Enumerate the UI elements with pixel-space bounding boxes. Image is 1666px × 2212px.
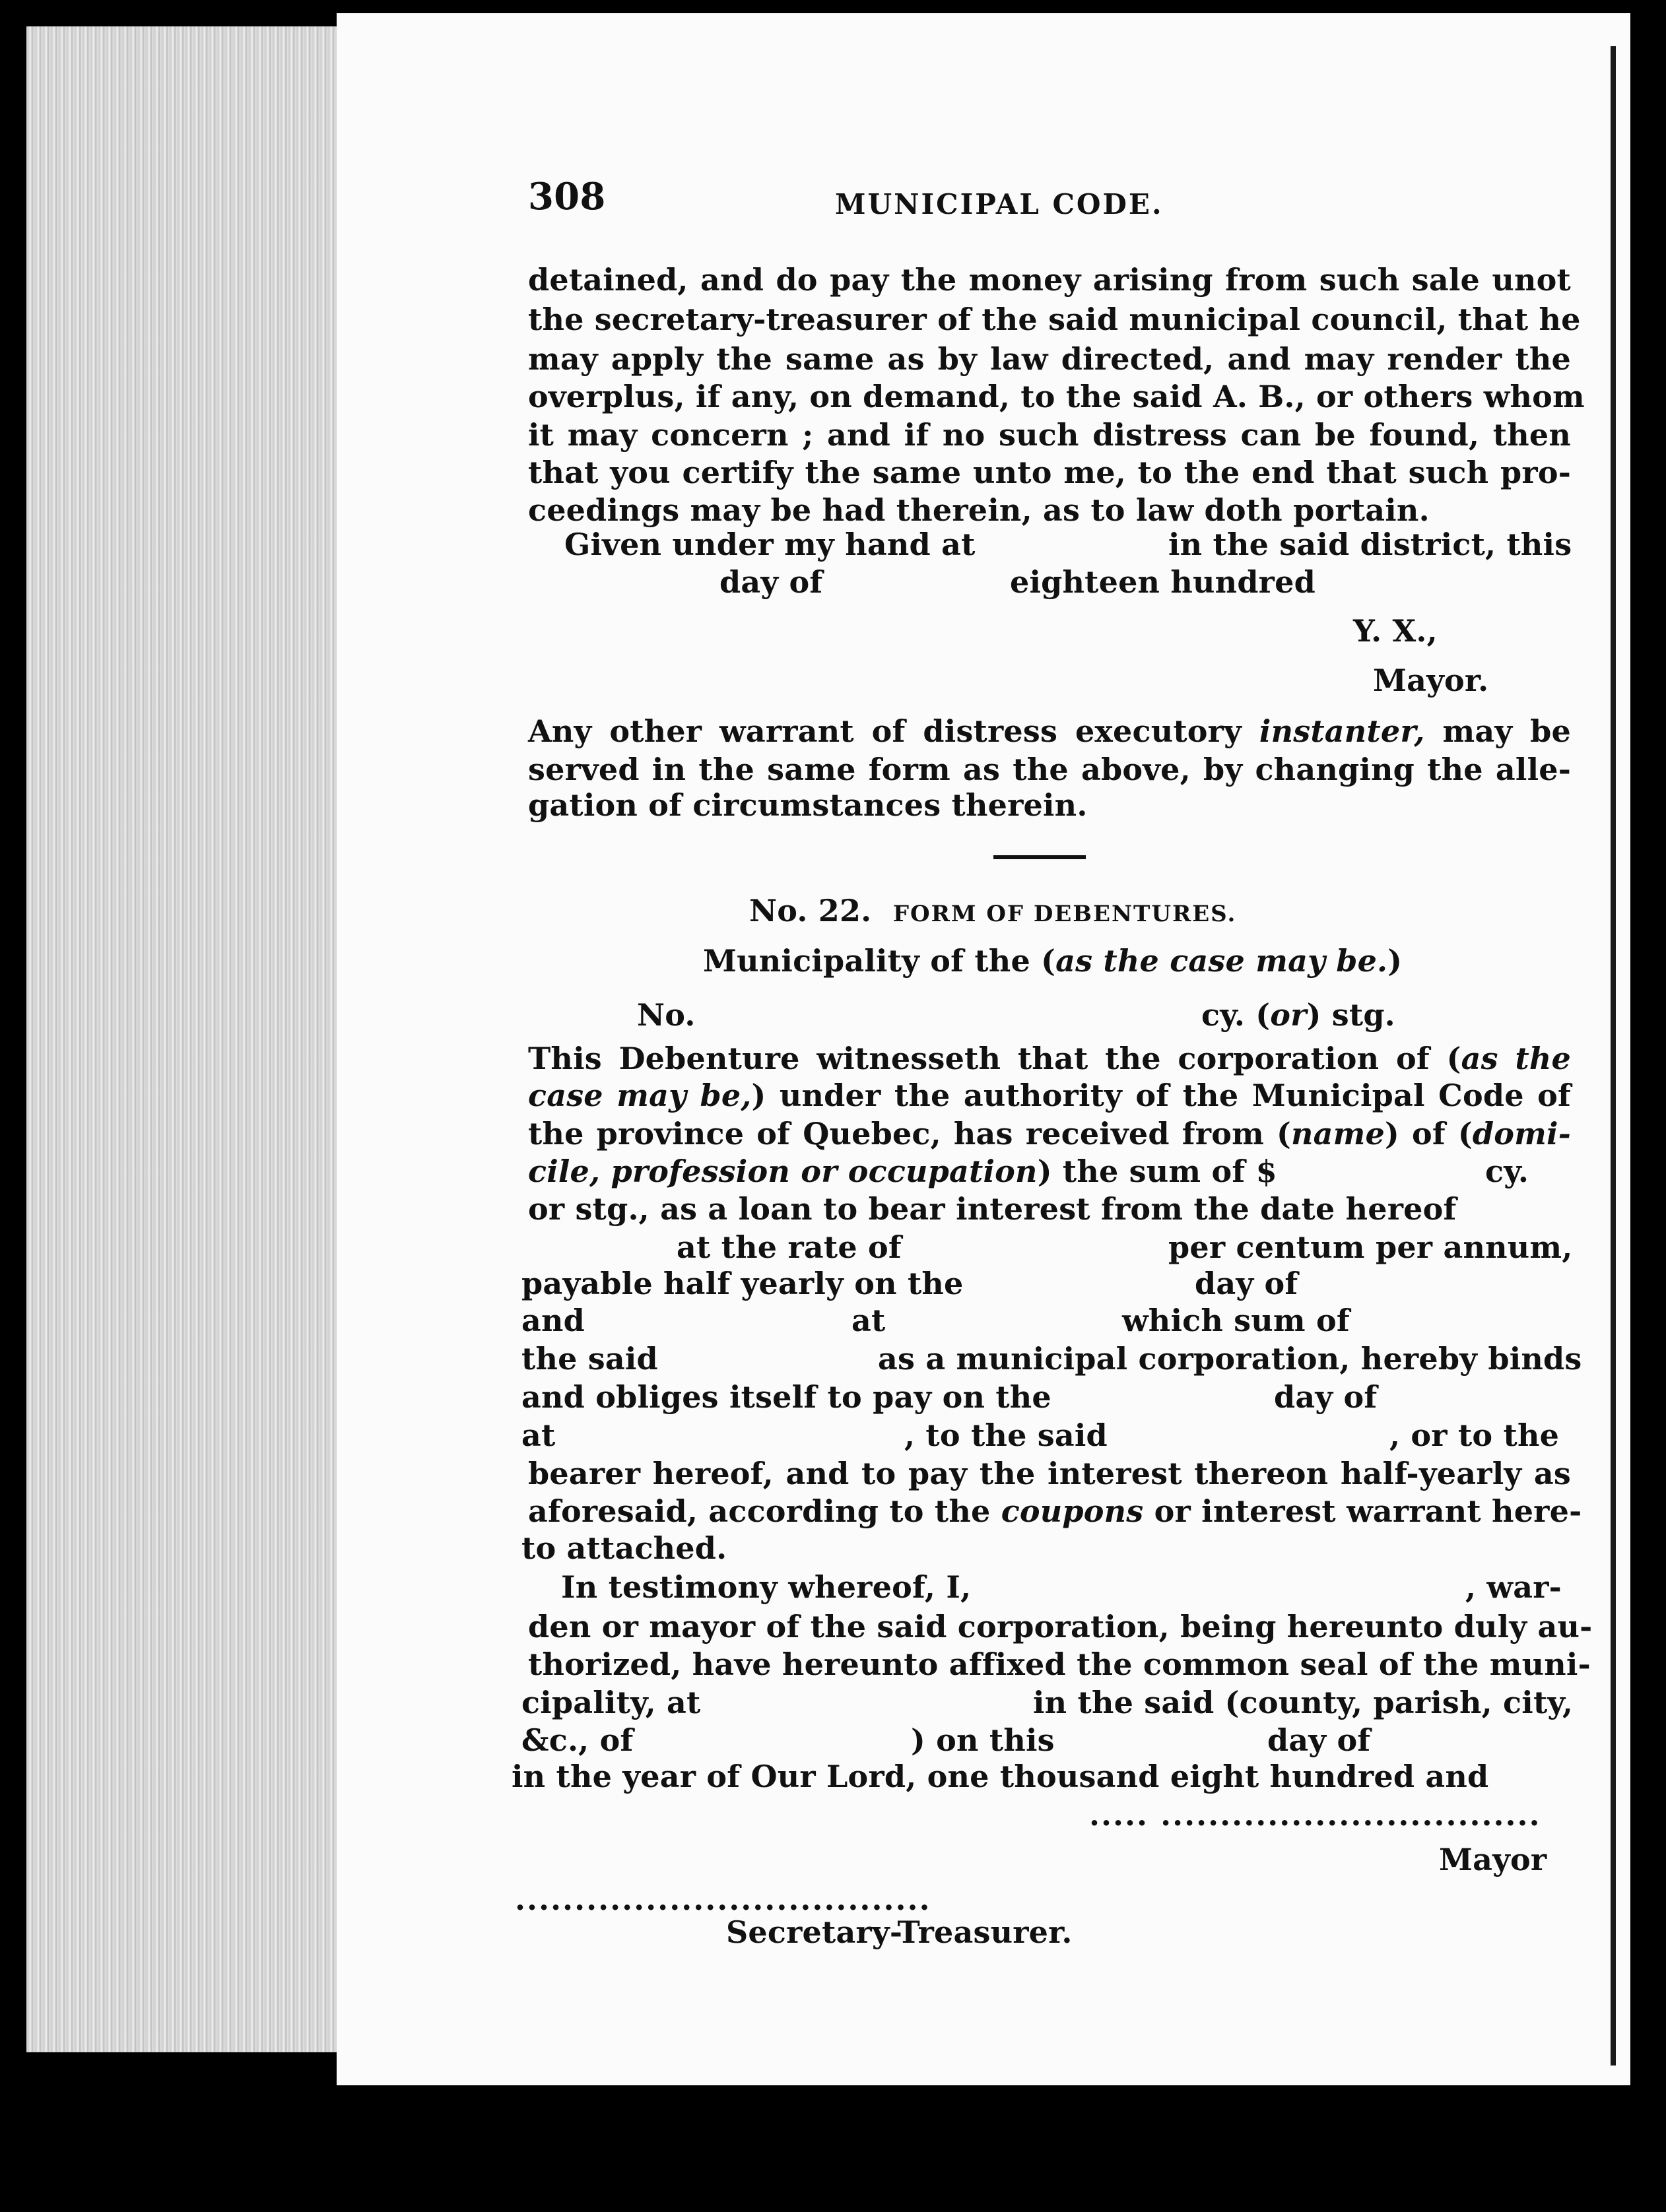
signer-name: Y. X., [1353,613,1438,649]
text-line: the secretary-treasurer of the said municipal council, that he [528,302,1581,337]
text-line: and obliges itself to pay on the [521,1379,1051,1415]
signature-label-secretary: Secretary-Treasurer. [726,1914,1073,1950]
signature-line-mayor: ..... ................................ [1089,1797,1541,1833]
text-line: No. [637,997,696,1033]
text-line: it may concern ; and if no such distress can be found, then [528,417,1571,453]
text-line: cy. [1485,1154,1529,1189]
text-line: detained, and do pay the money arising from such sale unot [528,262,1571,298]
text-line: per centum per annum, [1168,1229,1573,1265]
text-line: may apply the same as by law directed, and may render the [528,341,1571,377]
text-line: and [521,1303,585,1338]
section-rule [993,855,1086,859]
text-line: in the year of Our Lord, one thousand eight hundred and [512,1759,1489,1794]
scan-border-bottom [0,2085,1666,2212]
text-line: to attached. [521,1530,727,1566]
signature-label-mayor: Mayor [1439,1842,1547,1877]
text-line: den or mayor of the said corporation, being hereunto duly au- [528,1609,1593,1644]
text-line: thorized, have hereunto affixed the common seal of the muni- [528,1646,1591,1682]
running-head: MUNICIPAL CODE. [835,188,1164,220]
page-gutter-line [1611,46,1616,2066]
text-line: , to the said [904,1417,1108,1453]
text-line: or stg., as a loan to bear interest from the date hereof [528,1191,1457,1227]
form-heading: No. 22. FORM OF DEBENTURES. [749,893,1237,928]
text-line: served in the same form as the above, by changing the alle- [528,752,1571,787]
text-line: which sum of [1122,1303,1350,1338]
text-line: eighteen hundred [1010,564,1316,600]
text-line: ) on this [911,1722,1055,1758]
text-line: Given under my hand at [564,527,976,562]
page-number: 308 [528,175,606,218]
text-line: day of [1195,1266,1298,1301]
text-line: &c., of [521,1722,634,1758]
text-line: at the rate of [677,1229,902,1265]
text-line: cy. (or) stg. [1201,997,1395,1033]
signature-line-secretary: ................................... [515,1881,931,1917]
text-line: ceedings may be had therein, as to law doth portain. [528,492,1430,528]
text-line: day of [1274,1379,1378,1415]
text-line: day of [719,564,823,600]
text-line: gation of circumstances therein. [528,787,1088,823]
text-line: cipality, at [521,1685,701,1720]
text-line: payable half yearly on the [521,1266,964,1301]
text-line: aforesaid, according to the coupons or interest warrant here- [528,1493,1582,1529]
text-line: case may be,) under the authority of the Municipal Code of [528,1078,1571,1113]
text-line: the province of Quebec, has received from (name) of (domi- [528,1116,1571,1152]
text-line: In testimony whereof, I, [561,1569,972,1605]
text-line: overplus, if any, on demand, to the said A. B., or others whom [528,379,1585,414]
text-line: as a municipal corporation, hereby binds [878,1341,1582,1377]
form-subheading: Municipality of the (as the case may be.) [703,943,1403,979]
text-line: in the said district, this [1168,527,1572,562]
text-line: Any other warrant of distress executory instanter, may be [528,713,1571,749]
signer-title: Mayor. [1373,663,1489,698]
text-line: cile, profession or occupation) the sum of $ [528,1154,1277,1189]
text-line: in the said (county, parish, city, [1033,1685,1574,1720]
scan-border [1630,0,1666,2212]
page-stack-edges [26,26,337,2052]
text-line: , or to the [1389,1417,1560,1453]
text-line: at [521,1417,556,1453]
text-line: at [851,1303,886,1338]
text-line: day of [1267,1722,1371,1758]
text-line: that you certify the same unto me, to the end that such pro- [528,455,1571,490]
text-line: This Debenture witnesseth that the corporation of (as the [528,1041,1571,1076]
text-line: , war- [1465,1569,1562,1605]
text-line: the said [521,1341,658,1377]
text-line: bearer hereof, and to pay the interest thereon half-yearly as [528,1456,1571,1491]
